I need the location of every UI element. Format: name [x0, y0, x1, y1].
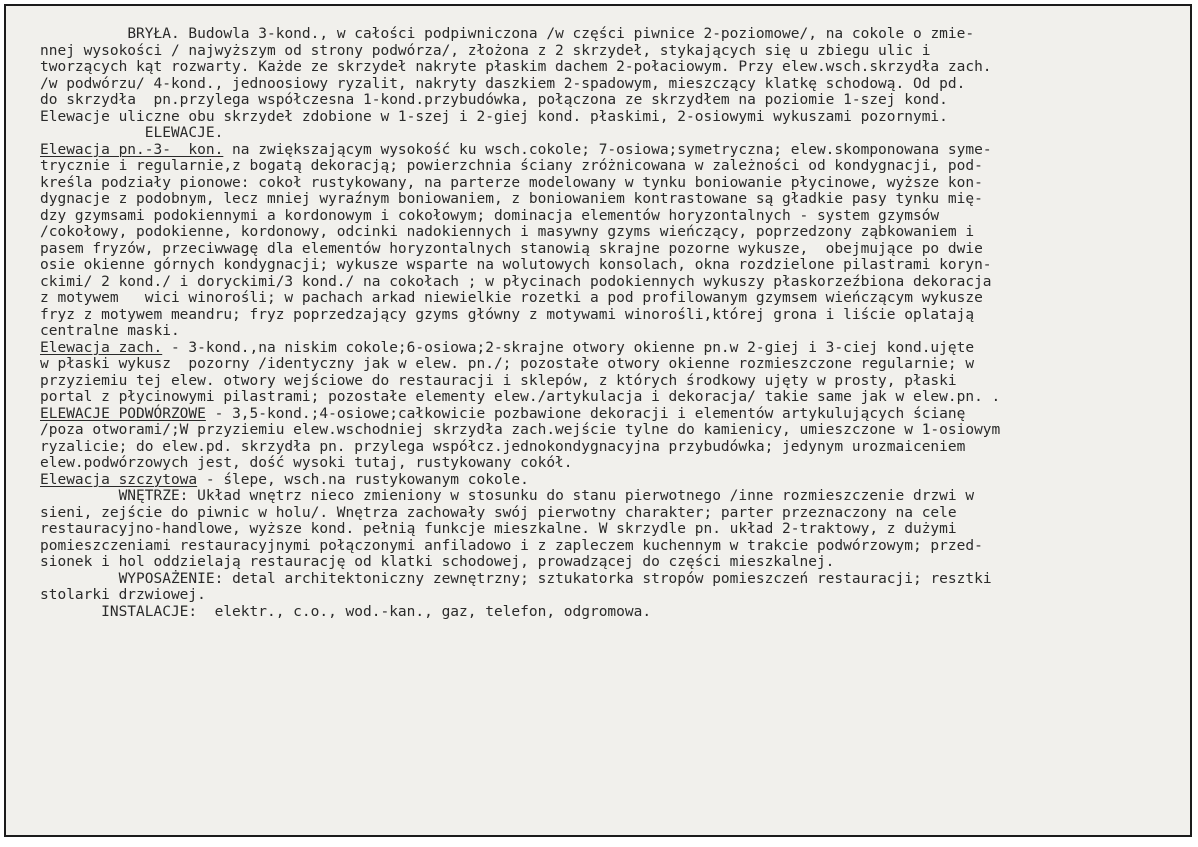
line-text: WYPOSAŻENIE: detal architektoniczny zewnętrzny; sztukatorka stropów pomieszczeń restauracji; resztki	[118, 570, 992, 587]
line-text: BRYŁA. Budowla 3-kond., w całości podpiwniczona /w części piwnice 2-poziomowe/, na cokole o zmie-	[127, 26, 975, 42]
line-indent	[40, 125, 145, 141]
text-line	[40, 307, 1000, 324]
line-text: kreśla podziały pionowe: cokoł rustykowany, na parterze modelowany w tynku boniowanie płycinowe, wyższe kon-	[40, 174, 983, 191]
line-text: centralne maski.	[40, 323, 180, 339]
line-text: dygnacje z podobnym, lecz mniej wyraźnym boniowaniem, z boniowaniem kontrastowane są gładkie pasy tynku mię-	[40, 191, 983, 207]
line-text: /cokołowy, podokienne, kordonowy, odcinki nadokiennych i masywny gzyms wieńczący, poprzedzony ząbkowaniem i	[40, 224, 975, 240]
line-text: sieni, zejście do piwnic w holu/. Wnętrza zachowały swój pierwotny charakter; parter przeznaczony na cele	[40, 504, 957, 521]
text-line	[40, 92, 1000, 109]
text-line	[40, 208, 1000, 225]
document-page	[4, 4, 1192, 837]
line-indent	[40, 571, 119, 587]
text-line	[40, 26, 1000, 43]
text-line	[40, 76, 1000, 93]
line-text: - ślepe, wsch.na rustykowanym cokole.	[197, 471, 529, 488]
section-heading: Elewacja szczytowa	[40, 471, 198, 488]
line-text: Elewacje uliczne obu skrzydeł zdobione w 1-szej i 2-giej kond. płaskimi, 2-osiowymi wykuszami pozornymi.	[40, 108, 948, 125]
line-text: ryzalicie; do elew.pd. skrzydła pn. przylega współcz.jednokondygnacyjna przybudówka; jedynym urozmaiceniem	[40, 438, 966, 455]
line-text: osie okienne górnych kondygnacji; wykusze wsparte na wolutowych konsolach, okna rozdzielone pilastrami koryn-	[40, 257, 992, 273]
line-indent	[40, 604, 101, 620]
line-indent	[40, 26, 127, 42]
line-text: tworzących kąt rozwarty. Każde ze skrzydeł nakryte płaskim dachem 2-połaciowym. Przy elew.wsch.skrzydła zach.	[40, 59, 992, 75]
text-line	[40, 554, 1000, 571]
text-line	[40, 323, 1000, 340]
line-text: z motywem wici winorośli; w pachach arkad niewielkie rozetki a pod profilowanym gzymsem wieńczącym wykusze	[40, 290, 983, 306]
section-heading: ELEWACJE PODWÓRZOWE	[40, 405, 206, 422]
document-text	[40, 26, 1000, 620]
line-indent	[40, 488, 119, 504]
line-text: sionek i hol oddzielają restaurację od klatki schodowej, prowadzącej do części mieszkalnej.	[40, 554, 835, 570]
line-text: pasem fryzów, przeciwwagę dla elementów horyzontalnych stanowią skrajne pozorne wykusze, obejmujące po dwie	[40, 240, 983, 257]
text-line	[40, 521, 1000, 538]
line-text: INSTALACJE: elektr., c.o., wod.-kan., gaz, telefon, odgromowa.	[101, 603, 652, 620]
text-line	[40, 587, 1000, 604]
line-text: - 3-kond.,na niskim cokole;6-osiowa;2-skrajne otwory okienne pn.w 2-giej i 3-ciej kond.ujęte	[162, 339, 975, 356]
text-line	[40, 125, 1000, 142]
text-line	[40, 538, 1000, 555]
line-text: nnej wysokości / najwyższym od strony podwórza/, złożona z 2 skrzydeł, stykających się u zbiegu ulic i	[40, 42, 931, 59]
section-heading: Elewacja pn.-3- kon.	[40, 141, 224, 158]
line-text: /poza otworami/;W przyziemiu elew.wschodniej skrzydła zach.wejście tylne do kamienicy, umieszczone w 1-osiowym	[40, 422, 1001, 438]
text-line	[40, 340, 1000, 357]
line-text: WNĘTRZE: Układ wnętrz nieco zmieniony w stosunku do stanu pierwotnego /inne rozmieszczenie drzwi w	[118, 488, 975, 504]
text-line	[40, 274, 1000, 291]
line-text: na zwiększającym wysokość ku wsch.cokole; 7-osiowa;symetryczna; elew.skomponowana syme-	[223, 141, 992, 158]
text-line	[40, 406, 1000, 423]
line-text: ELEWACJE.	[144, 125, 224, 141]
text-line	[40, 191, 1000, 208]
text-line	[40, 142, 1000, 159]
text-line	[40, 439, 1000, 456]
line-text: fryz z motywem meandru; fryz poprzedzający gzyms główny z motywami winorośli,której grona i liście oplatają	[40, 306, 975, 323]
text-line	[40, 109, 1000, 126]
text-line	[40, 224, 1000, 241]
line-text: elew.podwórzowych jest, dość wysoki tutaj, rustykowany cokół.	[40, 455, 573, 471]
section-heading: Elewacja zach.	[40, 339, 163, 356]
line-text: do skrzydła pn.przylega współczesna 1-kond.przybudówka, połączona ze skrzydłem na poziomie 1-szej kond.	[40, 92, 948, 108]
text-line	[40, 505, 1000, 522]
text-line	[40, 488, 1000, 505]
text-line	[40, 257, 1000, 274]
text-line	[40, 422, 1000, 439]
line-text: stolarki drzwiowej.	[40, 587, 206, 603]
line-text: trycznie i regularnie,z bogatą dekoracją; powierzchnia ściany zróżnicowana w zależności od kondygnacji, pod-	[40, 158, 983, 174]
text-line	[40, 241, 1000, 258]
text-line	[40, 571, 1000, 588]
text-line	[40, 175, 1000, 192]
text-line	[40, 158, 1000, 175]
line-text: dzy gzymsami podokiennymi a kordonowym i cokołowym; dominacja elementów horyzontalnych - system gzymsów	[40, 207, 940, 224]
text-line	[40, 455, 1000, 472]
text-line	[40, 373, 1000, 390]
text-line	[40, 290, 1000, 307]
text-line	[40, 604, 1000, 621]
line-text: w płaski wykusz pozorny /identyczny jak w elew. pn./; pozostałe otwory okienne rozmieszczone regularnie; w	[40, 356, 975, 372]
line-text: pomieszczeniami restauracyjnymi połączonymi anfiladowo i z zapleczem kuchennym w trakcie podwórzowym; przed-	[40, 537, 983, 554]
text-line	[40, 356, 1000, 373]
line-text: /w podwórzu/ 4-kond., jednoosiowy ryzalit, nakryty daszkiem 2-spadowym, mieszczący klatkę schodową. Od pd.	[40, 75, 966, 92]
line-text: przyziemiu tej elew. otwory wejściowe do restauracji i sklepów, z których środkowy ujęty w prosty, płaski	[40, 372, 957, 389]
text-line	[40, 389, 1000, 406]
text-line	[40, 472, 1000, 489]
line-text: ckimi/ 2 kond./ i doryckimi/3 kond./ na cokołach ; w płycinach podokiennych wykuszy płaskorzeźbiona dekoracja	[40, 273, 992, 290]
text-line	[40, 59, 1000, 76]
line-text: - 3,5-kond.;4-osiowe;całkowicie pozbawione dekoracji i elementów artykulujących ścianę	[205, 405, 966, 422]
line-text: portal z płycinowymi pilastrami; pozostałe elementy elew./artykulacja i dekoracja/ takie same jak w elew.pn. .	[40, 389, 1001, 405]
line-text: restauracyjno-handlowe, wyższe kond. pełnią funkcje mieszkalne. W skrzydle pn. układ 2-traktowy, z dużymi	[40, 521, 957, 537]
text-line	[40, 43, 1000, 60]
